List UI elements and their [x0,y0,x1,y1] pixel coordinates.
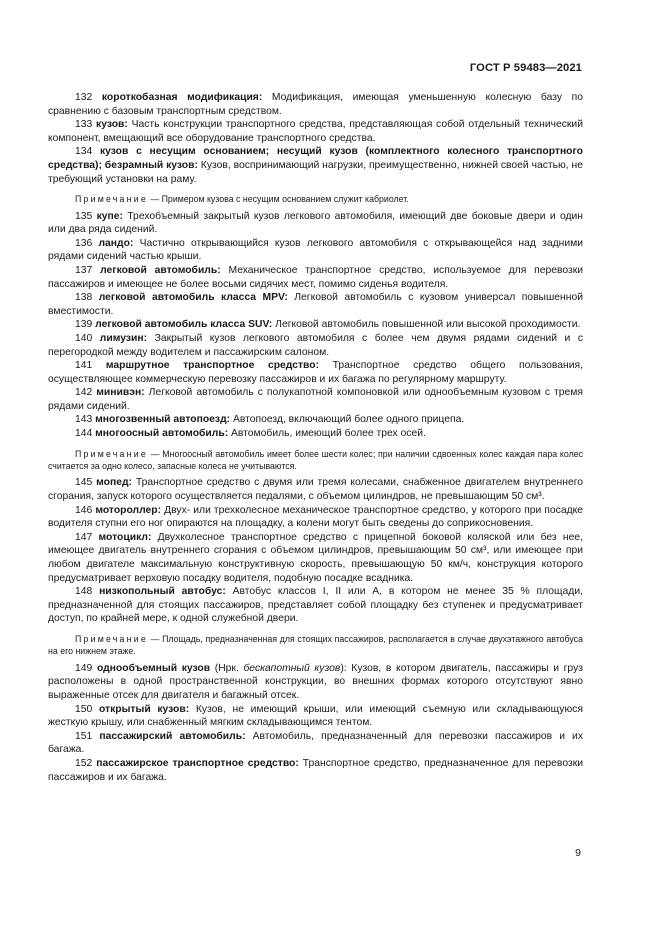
term-name: пассажирское транспортное средство: [96,757,299,769]
term-entry [48,703,583,730]
term-definition: Автомобиль, предназначенный для перевозки пассажиров и их багажа. [48,730,584,756]
term-number: 152 [75,757,93,769]
term-number: 140 [75,332,93,344]
term-name: кузов: [96,119,128,131]
note-label: Примечание [75,194,148,205]
page-number: 9 [575,847,581,859]
term-name: мопед: [96,477,132,489]
term-definition: Легковой автомобиль с кузовом универсал повышенной вместимости. [48,292,583,317]
term-entry [48,504,583,531]
term-entry [48,291,583,318]
term-number: 137 [75,264,93,276]
note-text: — Примером кузова с несущим основанием служит кабриолет. [147,194,409,205]
term-name: мотороллер: [95,504,162,516]
note-text: — Многоосный автомобиль имеет более шести колес; при наличии сдвоенных колес каждая пара колес считается за одно колесо, запасные колеса не учитываются. [48,448,583,472]
term-number: 138 [75,292,93,304]
term-name: открытый кузов: [98,703,190,715]
term-entry [48,662,583,703]
term-number: 147 [75,531,93,543]
term-name: многоосный автомобиль: [95,428,229,440]
term-name: легковой автомобиль класса SUV: [95,319,273,331]
term-number: 146 [75,504,93,516]
term-number: 145 [75,477,93,489]
term-entry [48,476,583,503]
note [48,193,583,205]
term-definition: Кузов, не имеющий крыши, или имеющий съемную или складывающуюся жесткую крышу, или снабженный мягким складывающимся тентом. [48,703,583,729]
term-name: легковой автомобиль класса MPV: [98,292,288,304]
term-definition: ): Кузов, в котором двигатель, пассажиры и груз расположены в одной пространственной конструкции, во внешних формах которого отсутствуют явно выраженные отсек для двигателя и багажный отсек. [48,662,583,701]
term-entry [48,332,583,359]
term-definition: Транспортное средство общего пользования, осуществляющее коммерческую перевозку пассажиров и их багажа по регулярному маршруту. [48,360,583,385]
term-name: купе: [96,210,123,222]
term-definition: Двух- или трехколесное механическое транспортное средство, у которого при посадке водителя ступни его ног опираются на площадку, а колени могут быть сведены до соприкосновения. [48,504,584,530]
note-text: — Площадь, предназначенная для стоящих пассажиров, располагается в случае двухэтажного автобуса на его нижнем этаже. [48,634,583,657]
term-name: многозвенный автопоезд: [95,414,231,426]
term-number: 133 [75,119,93,131]
term-number: 132 [75,92,93,103]
term-entry [48,145,583,186]
term-definition: Частично открывающийся кузов легкового автомобиля с открывающейся над задними рядами сидений частью крыши. [48,237,584,263]
term-number: 144 [75,428,93,440]
term-entry [48,210,583,237]
term-entry [48,413,583,427]
term-number: 134 [75,146,93,158]
term-entry [48,730,583,757]
term-definition: Кузов, воспринимающий нагрузки, преимущественно, нижней своей частью, не требующий установки на раму. [48,159,583,185]
term-entry [48,427,583,441]
term-definition: Трехобъемный закрытый кузов легкового автомобиля, имеющий две боковые двери и один или два ряда сидений. [48,210,583,236]
term-name: пассажирский автомобиль: [99,730,246,742]
term-definition: Транспортное средство, предназначенное для перевозки пассажиров и их багажа. [48,757,583,783]
note-label: Примечание [75,634,148,644]
term-entry [48,585,583,626]
term-name: однообъемный кузов [96,662,211,674]
term-number: 150 [75,703,93,715]
term-deprecated: бескапотный кузов [243,662,341,674]
term-definition: Автобус классов I, II или A, в котором не менее 35 % площади, предназначенной для стоящих пассажиров, представляет собой площадку без ступенек и предусматривает доступ, по крайней мере, к одной служебной двери. [48,586,583,625]
term-name: мотоцикл: [98,531,152,543]
standard-header: ГОСТ Р 59483—2021 [469,62,582,74]
note [48,633,583,658]
note-label: Примечание [75,448,148,459]
term-name: маршрутное транспортное средство: [105,360,320,372]
term-entry [48,118,583,145]
term-number: 151 [75,730,93,742]
term-definition: Механическое транспортное средство, используемое для перевозки пассажиров и имеющее не более восьми сидячих мест, помимо сиденья водителя. [48,264,584,290]
term-definition: Модификация, имеющая уменьшенную колесную базу по сравнению с базовым транспортным средством. [48,92,583,117]
term-name: низкопольный автобус: [99,586,226,598]
term-pre: (Нрк. [210,662,244,674]
term-entry [48,757,583,784]
term-name: легковой автомобиль: [100,264,221,276]
document-body [48,91,583,784]
term-number: 149 [75,662,93,674]
term-name: лимузин: [99,332,148,344]
term-definition: Закрытый кузов легкового автомобиля с более чем двумя рядами сидений и с перегородкой между водителем и пассажирским салоном. [48,332,583,358]
term-definition: Легковой автомобиль с полукапотной компоновкой или однообъемным кузовом с тремя рядами сидений. [48,387,584,412]
term-number: 143 [75,414,93,426]
note [48,448,583,473]
term-entry [48,359,583,386]
term-number: 148 [75,586,93,598]
term-name: минивэн: [96,387,145,399]
term-number: 139 [75,319,93,331]
term-number: 141 [75,360,93,372]
term-name: кузов с несущим основанием; несущий кузов (комплектного колесного транспортного средства); безрамный кузов: [48,146,583,171]
term-entry [48,237,583,264]
term-number: 135 [75,210,93,222]
term-entry [48,318,583,332]
term-definition: Двухколесное транспортное средство с прицепной боковой коляской или без нее, имеющее двигатель внутреннего сгорания с объемом цилиндров, превышающим 50 см³, или имеющее при любом двигателе максимальную конструктивную скорость, превышающую 50 км/ч, конструкция которого предусматривает верховую посадку водителя, подобную посадке всадника. [48,531,583,584]
term-definition: Автопоезд, включающий более одного прицепа. [230,414,465,426]
term-definition: Часть конструкции транспортного средства, представляющая собой отдельный технический компонент, вмещающий все оборудование транспортного средства. [48,119,583,144]
term-entry [48,264,583,291]
term-definition: Легковой автомобиль повышенной или высокой проходимости. [272,319,581,331]
term-definition: Автомобиль, имеющий более трех осей. [228,428,426,440]
term-definition: Транспортное средство с двумя или тремя колесами, снабженное двигателем внутреннего сгорания, запуск которого осуществляется педалями, с объемом цилиндров, не превышающим 50 см³. [48,477,583,503]
term-name: ландо: [98,237,134,249]
term-entry [48,531,583,585]
term-number: 142 [75,387,93,399]
term-name: короткобазная модификация: [101,92,263,103]
term-number: 136 [75,237,93,249]
term-entry [48,386,583,413]
term-entry [48,91,583,118]
